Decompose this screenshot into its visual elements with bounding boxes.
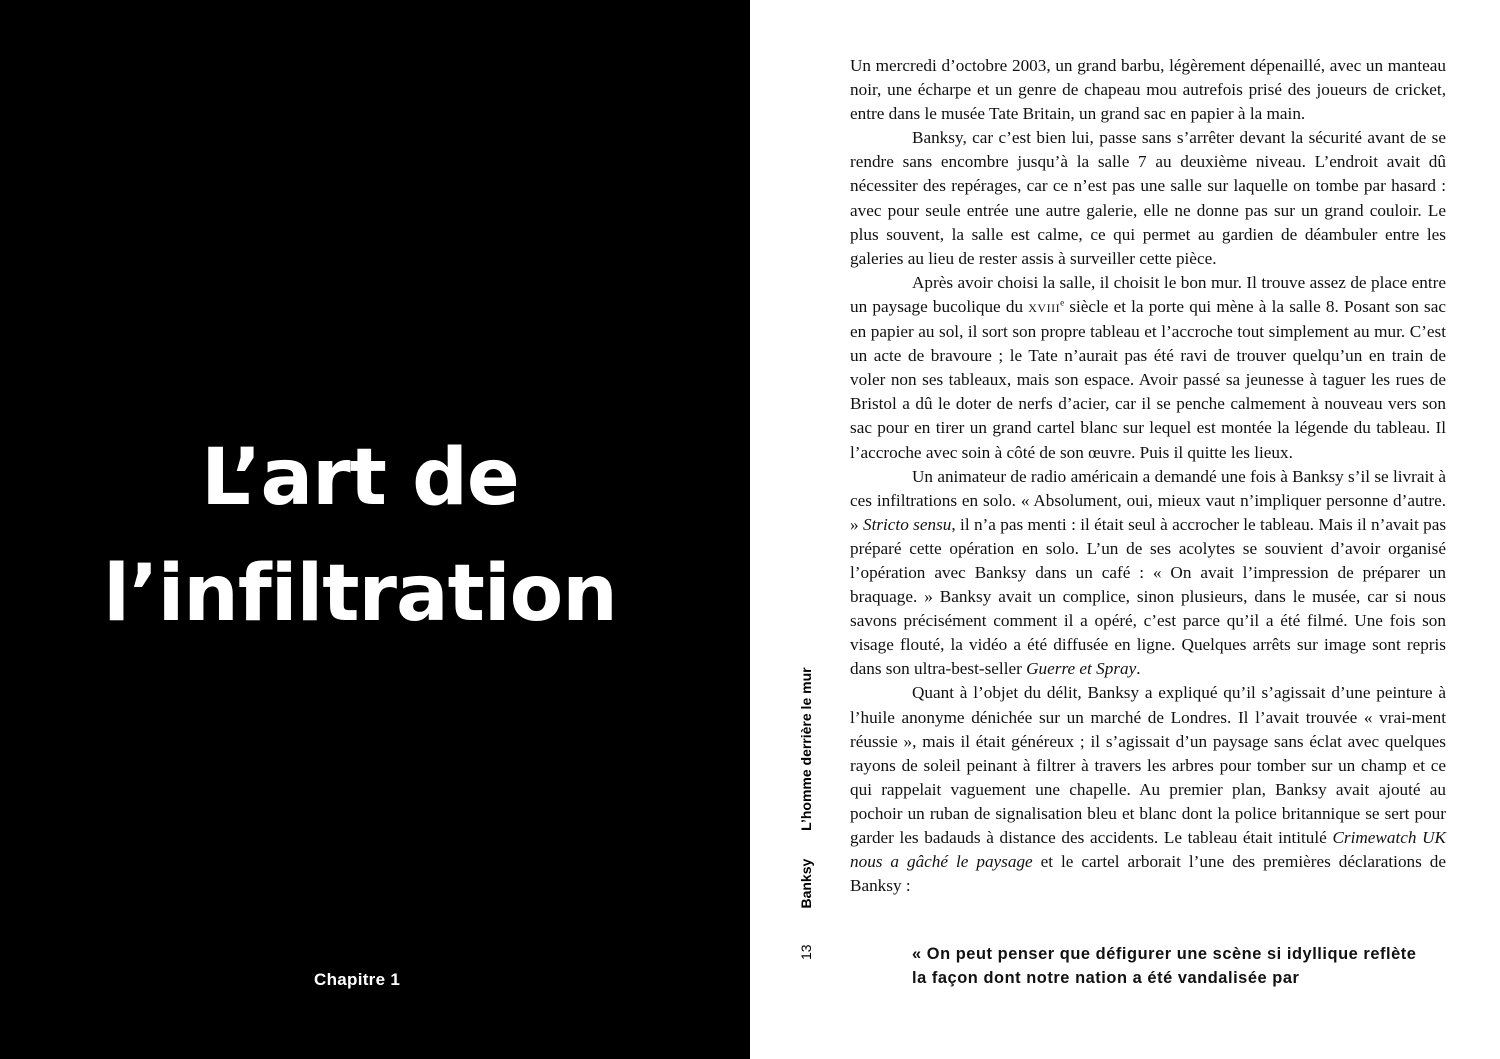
running-head-title: L’homme derrière le mur [798,667,814,831]
chapter-title-line-2: l’infiltration [103,549,617,639]
paragraph-4-part-a: Un animateur de radio américain a demandé une fois à Banksy s’il se livrait à ces infiltrations en solo. « Absolument, oui, mieux vaut n’impliquer personne d’autre. » [850,466,1446,534]
paragraph-4-part-c: . [1136,659,1141,679]
paragraph-4 [850,465,1446,682]
italic-stricto-sensu: Stricto sensu [862,514,952,534]
chapter-label: Chapitre 1 [314,970,401,989]
running-head-author: Banksy [798,858,814,909]
body-text [850,54,1446,898]
chapter-title-line-1: L’art de [201,433,519,523]
italic-painting-title: Crimewatch UK nous a gâché le paysage [850,828,1446,872]
chapter-title [0,420,720,652]
page-number: 13 [798,944,814,960]
paragraph-2: Banksy, car c’est bien lui, passe sans s’arrêter devant la sécurité avant de se rendre sans encombre jusqu’à la salle 7 au deuxième niveau. L’endroit avait dû nécessiter des repérages, car ce n’est pas une salle sur laquelle on tombe par hasard : avec pour seule entrée une autre galerie, elle ne donne pas sur un grand couloir. Le plus souvent, la salle est calme, ce qui permet au gardien de déambuler entre les galeries au lieu de rester assis à surveiller cette pièce. [850,128,1446,268]
paragraph-5-part-a: Quant à l’objet du délit, Banksy a expliqué qu’il s’agissait d’une peinture à l’huile anonyme dénichée sur un marché de Londres. Il l’avait trouvée « vrai-ment réussie », mais il était généreux ; il s’agissait d’un paysage sans éclat avec quelques rayons de soleil peinant à filtrer à travers les arbres pour tomber sur un champ et ce qui rappelait vaguement une chapelle. Au premier plan, Banksy avait ajouté au pochoir un ruban de signalisation bleu et blanc dont la police britannique se sert pour garder les badauds à distance des accidents. Le tableau était intitulé [850,683,1446,847]
century-superscript: e [1060,297,1065,308]
running-head [798,667,814,960]
paragraph-1: Un mercredi d’octobre 2003, un grand barbu, légèrement dépenaillé, avec un manteau noir, une écharpe et un genre de chapeau mou autrefois prisé des joueurs de cricket, entre dans le musée Tate Britain, un grand sac en papier à la main. [850,56,1446,124]
paragraph-5-part-b: et le cartel arborait l’une des premières déclarations de Banksy : [850,852,1447,896]
italic-book-title: Guerre et Spray [1026,659,1137,679]
paragraph-4-part-b: , il n’a pas menti : il était seul à accrocher le tableau. Mais il n’avait pas préparé cette opération en solo. L’un de ses acolytes se souvient d’avoir organisé l’opération avec Banksy dans un café : « On avait l’impression de préparer un braquage. » Banksy avait un complice, sinon plusieurs, dans le musée, car si nous savons précisément comment il a opéré, c’est parce qu’il a été filmé. Une fois son visage flouté, la vidéo a été diffusée en ligne. Quelques arrêts sur image sont repris dans son ultra-best-seller [850,514,1447,679]
paragraph-3-part-b: siècle et la porte qui mène à la salle 8. Posant son sac en papier au sol, il sort son propre tableau et l’accroche tout simplement au mur. C’est un acte de bravoure ; le Tate n’aurait pas été ravi de trouver quelqu’un en train de voler non ses tableaux, mais son espace. Avoir passé sa jeunesse à taguer les rues de Bristol a dû le doter de nerfs d’acier, car il se penche calmement à nouveau vers son sac pour en tirer un grand cartel blanc sur lequel est montée la légende du tableau. Il l’accroche avec soin à côté de son œuvre. Puis il quitte les lieux. [850,296,1446,462]
block-quote: « On peut penser que défigurer une scène si idyllique reflète la façon dont notre nation a été vandalisée par [912,945,1417,987]
paragraph-3 [850,271,1446,465]
paragraph-3-part-a: Après avoir choisi la salle, il choisit le bon mur. Il trouve assez de place entre un paysage bucolique du [850,272,1446,316]
century-numeral: XVIII [1028,300,1061,315]
paragraph-5 [850,681,1446,898]
